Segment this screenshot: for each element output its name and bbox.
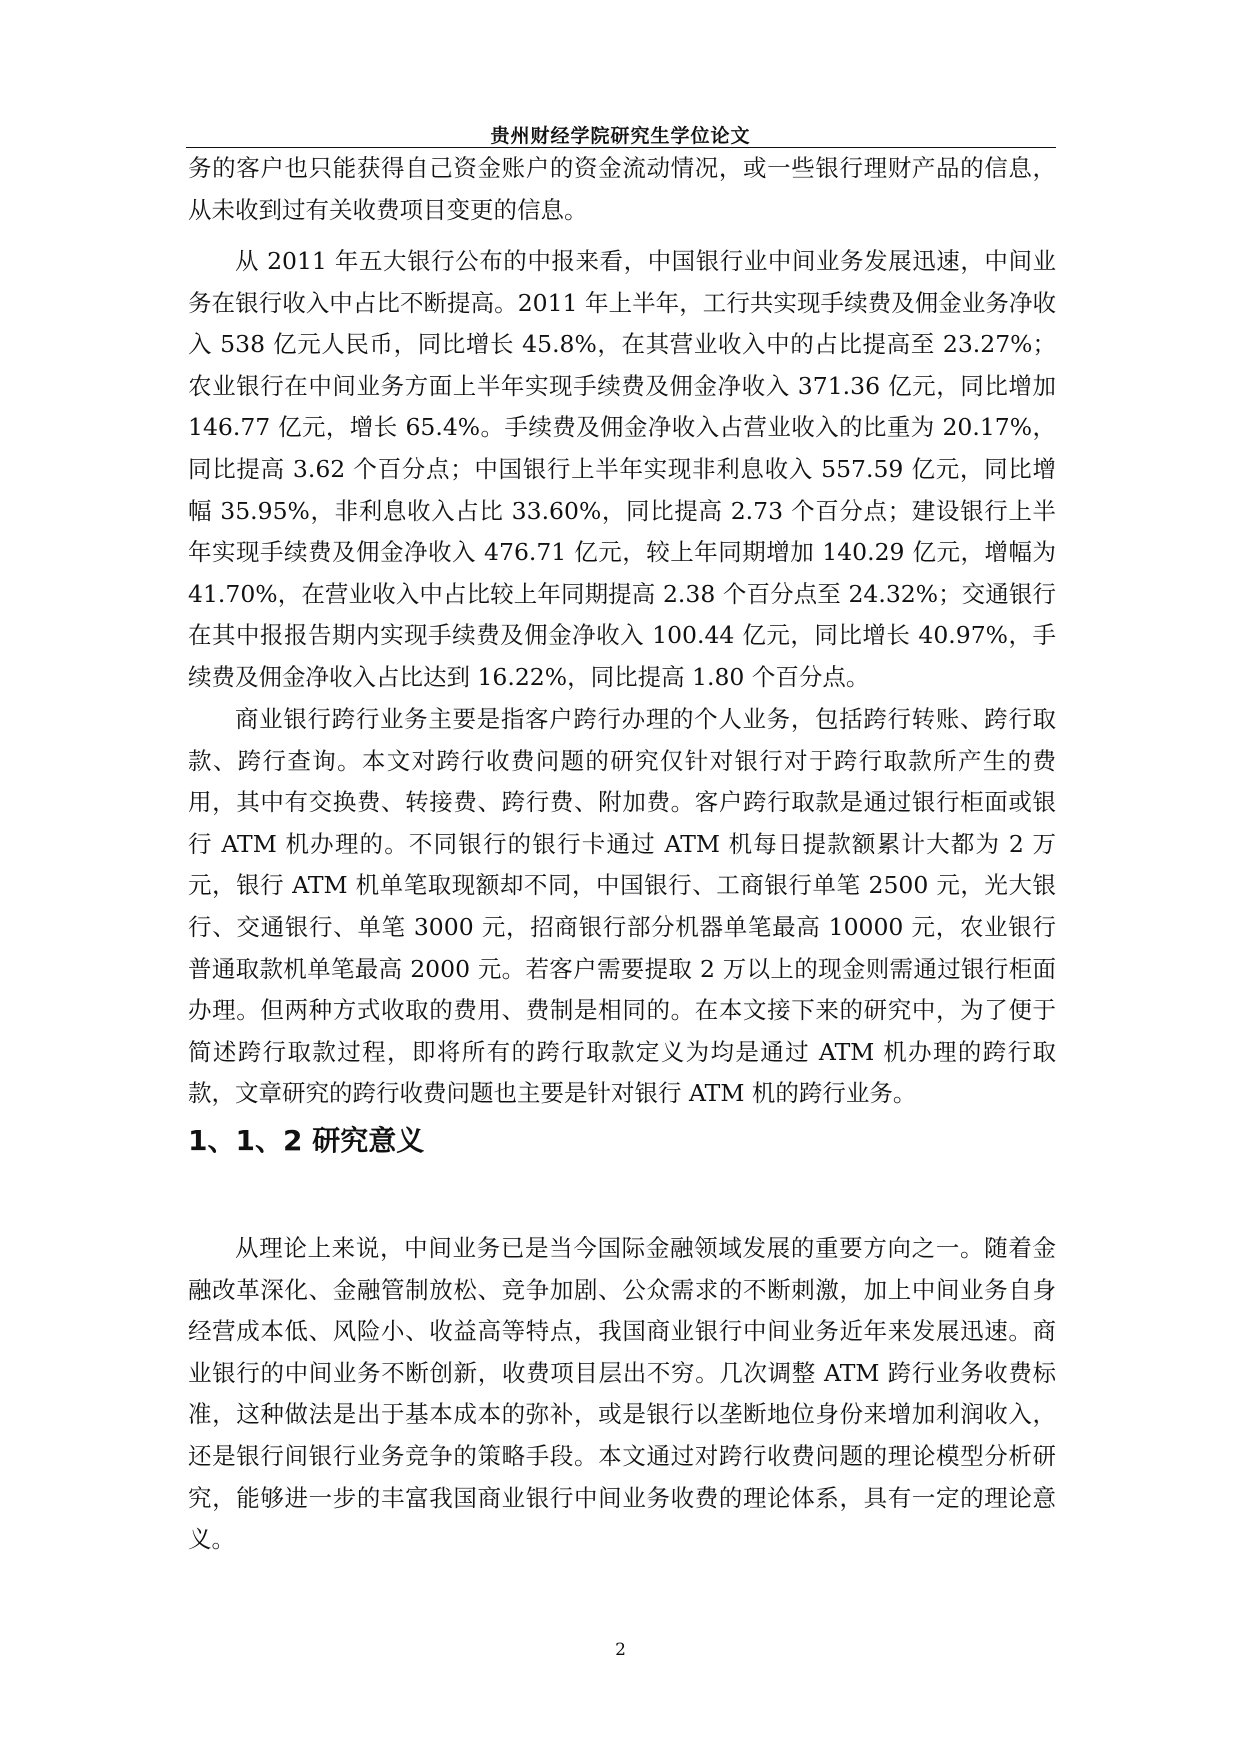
running-header-title: 贵州财经学院研究生学位论文	[490, 125, 751, 147]
paragraph-continued: 务的客户也只能获得自己资金账户的资金流动情况，或一些银行理财产品的信息，从未收到过有关收费项目变更的信息。	[188, 154, 1056, 224]
paragraph-interbank-business: 商业银行跨行业务主要是指客户跨行办理的个人业务，包括跨行转账、跨行取款、跨行查询。本文对跨行收费问题的研究仅针对银行对于跨行取款所产生的费用，其中有交换费、转接费、跨行费、附加费。客户跨行取款是通过银行柜面或银行 ATM 机办理的。不同银行的银行卡通过 ATM 机每日提款额累计大都为 2 万元，银行 ATM 机单笔取现额却不同，中国银行、工商银行单笔 2500 元，光大银行、交通银行、单笔 3000 元，招商银行部分机器单笔最高 10000 元，农业银行普通取款机单笔最高 2000 元。若客户需要提取 2 万以上的现金则需通过银行柜面办理。但两种方式收取的费用、费制是相同的。在本文接下来的研究中，为了便于简述跨行取款过程，即将所有的跨行取款定义为均是通过 ATM 机办理的跨行取款，文章研究的跨行收费问题也主要是针对银行 ATM 机的跨行业务。	[188, 705, 1056, 1108]
page-number: 2	[615, 1640, 626, 1660]
paragraph-research-significance: 从理论上来说，中间业务已是当今国际金融领域发展的重要方向之一。随着金融改革深化、金融管制放松、竞争加剧、公众需求的不断刺激，加上中间业务自身经营成本低、风险小、收益高等特点，我国商业银行中间业务近年来发展迅速。商业银行的中间业务不断创新，收费项目层出不穷。几次调整 ATM 跨行业务收费标准，这种做法是出于基本成本的弥补，或是银行以垄断地位身份来增加利润收入，还是银行间银行业务竞争的策略手段。本文通过对跨行收费问题的理论模型分析研究，能够进一步的丰富我国商业银行中间业务收费的理论体系，具有一定的理论意义。	[188, 1234, 1056, 1554]
paragraph-bank-fee-statistics: 从 2011 年五大银行公布的中报来看，中国银行业中间业务发展迅速，中间业务在银行收入中占比不断提高。2011 年上半年，工行共实现手续费及佣金业务净收入 538 亿元人民币，同比增长 45.8%，在其营业收入中的占比提高至 23.27%；农业银行在中间业务方面上半年实现手续费及佣金净收入 371.36 亿元，同比增加 146.77 亿元，增长 65.4%。手续费及佣金净收入占营业收入的比重为 20.17%，同比提高 3.62 个百分点；中国银行上半年实现非利息收入 557.59 亿元，同比增幅 35.95%，非利息收入占比 33.60%，同比提高 2.73 个百分点；建设银行上半年实现手续费及佣金净收入 476.71 亿元，较上年同期增加 140.29 亿元，增幅为 41.70%，在营业收入中占比较上年同期提高 2.38 个百分点至 24.32%；交通银行在其中报报告期内实现手续费及佣金净收入 100.44 亿元，同比增长 40.97%，手续费及佣金净收入占比达到 16.22%，同比提高 1.80 个百分点。	[188, 247, 1056, 691]
section-heading: 1、1、2 研究意义	[188, 1124, 425, 1157]
